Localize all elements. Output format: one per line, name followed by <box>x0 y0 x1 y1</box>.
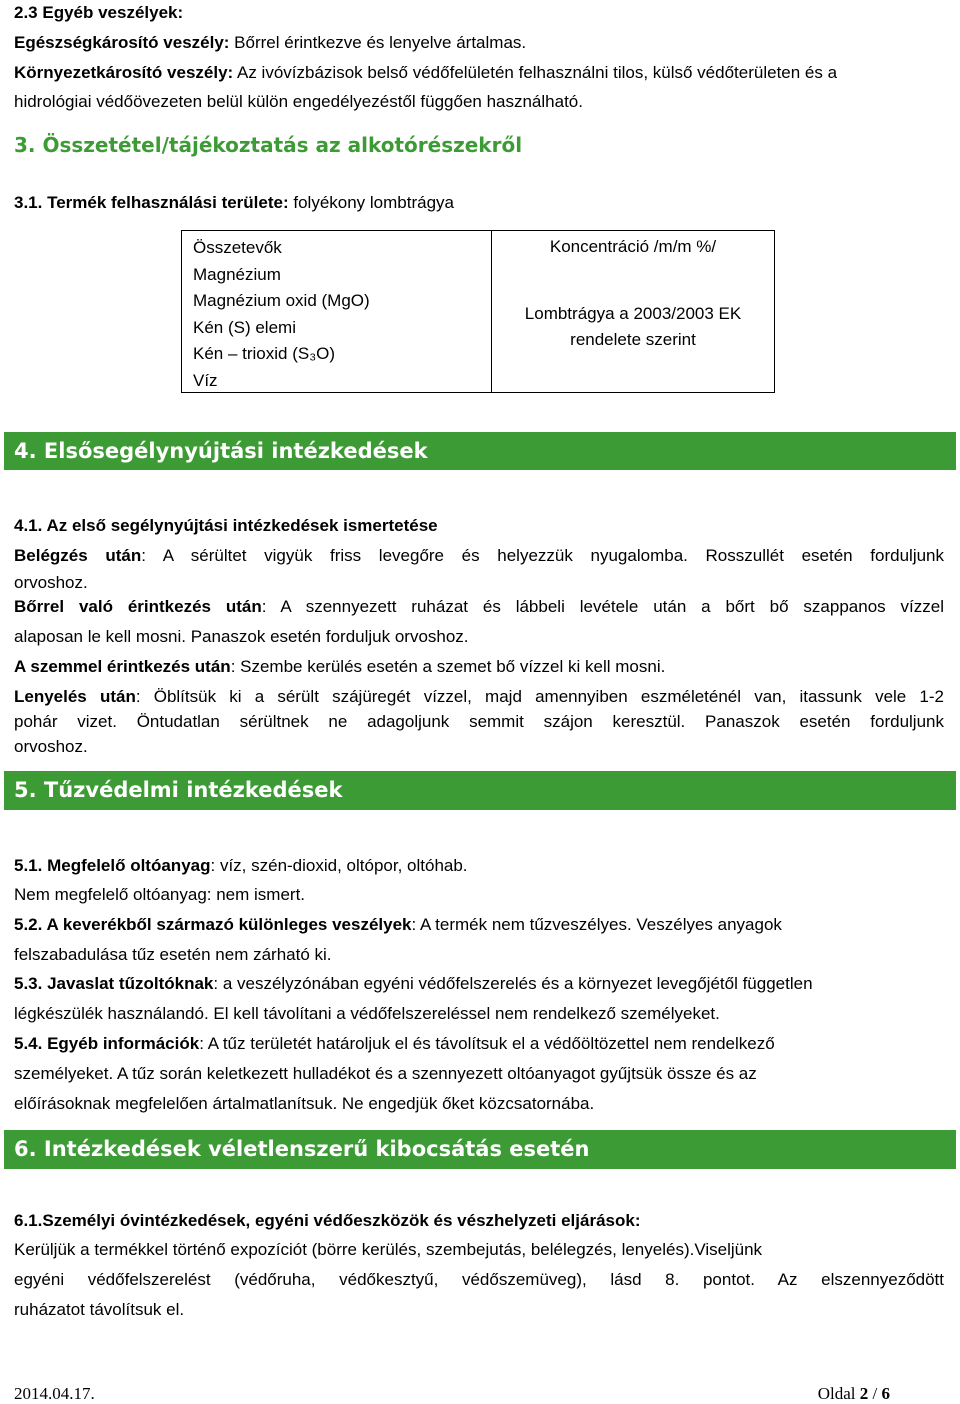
inhalation-text-2: orvoshoz. <box>14 573 88 592</box>
ingestion-label: Lenyelés után <box>14 687 136 706</box>
section-5-heading: 5. Tűzvédelmi intézkedések <box>14 778 343 802</box>
ingredient-item: Víz <box>193 370 218 390</box>
section-3-heading: 3. Összetétel/tájékoztatás az alkotórészekről <box>14 133 523 157</box>
section-6-heading: 6. Intézkedések véletlenszerű kibocsátás esetén <box>14 1137 590 1161</box>
section-5-1-text: : víz, szén-dioxid, oltópor, oltóhab. <box>210 856 468 875</box>
ingredient-item: Magnézium oxid (MgO) <box>193 291 370 310</box>
section-5-3-text-2: légkészülék használandó. El kell távolítani a védőfelszereléssel nem rendelkező személyeket. <box>14 1004 720 1023</box>
eye-contact-label: A szemmel érintkezés után <box>14 657 231 676</box>
concentration-column <box>492 231 774 392</box>
section-6-1-heading: 6.1.Személyi óvintézkedések, egyéni védőeszközök és vészhelyzeti eljárások: <box>14 1211 641 1230</box>
composition-table <box>181 230 775 393</box>
skin-contact-text: : A szennyezett ruházat és lábbeli levétele után a bőrt bő szappanos vízzel <box>261 597 944 616</box>
ingestion-text-3: orvoshoz. <box>14 737 88 756</box>
concentration-value <box>492 301 774 353</box>
ingestion-line <box>14 686 944 708</box>
section-6-1-text-3: ruházatot távolítsuk el. <box>14 1300 185 1319</box>
section-5-2-line <box>14 914 782 936</box>
footer-page-total: 6 <box>881 1384 890 1403</box>
section-5-4-text-3: előírásoknak megfelelően ártalmatlanítsuk. Ne engedjük őket közcsatornába. <box>14 1094 595 1113</box>
section-5-1-text-2: Nem megfelelő oltóanyag: nem ismert. <box>14 885 306 904</box>
section-5-3-label: 5.3. Javaslat tűzoltóknak <box>14 974 214 993</box>
section-3-1-text: folyékony lombtrágya <box>288 193 455 212</box>
ingestion-text-2: pohár vizet. Öntudatlan sérültnek ne adagoljunk semmit szájon keresztül. Panaszok esetén forduljunk <box>14 712 944 731</box>
footer-page-sep: / <box>868 1384 882 1403</box>
section-3-1-line <box>14 192 454 214</box>
inhalation-label: Belégzés után <box>14 546 142 565</box>
skin-contact-text-2: alaposan le kell mosni. Panaszok esetén forduljuk orvoshoz. <box>14 627 469 646</box>
footer-page-current: 2 <box>859 1384 869 1403</box>
health-hazard-line <box>14 32 526 54</box>
section-5-2-text-2: felszabadulása tűz esetén nem zárható ki. <box>14 945 332 964</box>
footer-page-label: Oldal <box>817 1384 860 1403</box>
skin-contact-label: Bőrrel való érintkezés után <box>14 597 262 616</box>
section-5-4-label: 5.4. Egyéb információk <box>14 1034 200 1053</box>
section-5-1-label: 5.1. Megfelelő oltóanyag <box>14 856 211 875</box>
eye-contact-line <box>14 656 665 678</box>
section-4-1-heading: 4.1. Az első segélynyújtási intézkedések ismertetése <box>14 516 438 535</box>
inhalation-text: : A sérültet vigyük friss levegőre és helyezzük nyugalomba. Rosszullét esetén forduljunk <box>141 546 945 565</box>
section-5-1-line <box>14 855 468 877</box>
ingredients-header: Összetevők <box>193 238 282 257</box>
footer-page-number <box>818 1384 890 1404</box>
section-2-3-heading: 2.3 Egyéb veszélyek: <box>14 3 184 22</box>
section-5-4-line <box>14 1033 775 1055</box>
section-5-3-text: : a veszélyzónában egyéni védőfelszerelés és a környezet levegőjétől független <box>213 974 813 993</box>
section-6-1-text-1: Kerüljük a termékkel történő expozíciót (börre kerülés, szembejutás, belélegzés, lenyelés).Viseljünk <box>14 1240 763 1259</box>
inhalation-line <box>14 545 944 567</box>
env-hazard-label: Környezetkárosító veszély: <box>14 63 234 82</box>
section-6-1-text-2: egyéni védőfelszerelést (védőruha, védőkesztyű, védőszemüveg), lásd 8. pontot. Az elszennyeződött <box>14 1270 944 1289</box>
section-5-2-label: 5.2. A keverékből származó különleges veszélyek <box>14 915 412 934</box>
section-4-heading: 4. Elsősegélynyújtási intézkedések <box>14 439 428 463</box>
env-hazard-line <box>14 62 837 84</box>
section-5-4-text-2: személyeket. A tűz során keletkezett hulladékot és a szennyezett oltóanyagot gyűjtsük össze és az <box>14 1064 757 1083</box>
ingredients-column <box>182 231 492 392</box>
footer-date: 2014.04.17. <box>14 1384 95 1403</box>
section-3-1-label: 3.1. Termék felhasználási területe: <box>14 193 289 212</box>
section-5-4-text: : A tűz területét határoljuk el és távolítsuk el a védőöltözettel nem rendelkező <box>199 1034 775 1053</box>
concentration-value-line-2: rendelete szerint <box>570 330 696 349</box>
section-5-2-text: : A termék nem tűzveszélyes. Veszélyes anyagok <box>411 915 782 934</box>
health-hazard-text: Bőrrel érintkezve és lenyelve ártalmas. <box>229 33 527 52</box>
ingredient-item: Magnézium <box>193 264 281 284</box>
health-hazard-label: Egészségkárosító veszély: <box>14 33 230 52</box>
section-5-3-line <box>14 973 813 995</box>
env-hazard-text-2: hidrológiai védőövezeten belül külön engedélyezéstől függően használható. <box>14 92 583 111</box>
concentration-value-line-1: Lombtrágya a 2003/2003 EK <box>524 304 742 323</box>
ingredient-item: Kén – trioxid (S₃O) <box>193 344 336 363</box>
env-hazard-text: Az ivóvízbázisok belső védőfelületén felhasználni tilos, külső védőterületen és a <box>233 63 838 82</box>
concentration-header: Koncentráció /m/m %/ <box>549 237 717 256</box>
skin-contact-line <box>14 596 944 618</box>
ingredient-item: Kén (S) elemi <box>193 317 296 337</box>
eye-contact-text: : Szembe kerülés esetén a szemet bő vízzel ki kell mosni. <box>230 657 666 676</box>
ingestion-text: : Öblítsük ki a sérült szájüregét vízzel, majd amennyiben eszméleténél van, itassunk vele 1-2 <box>135 687 944 706</box>
